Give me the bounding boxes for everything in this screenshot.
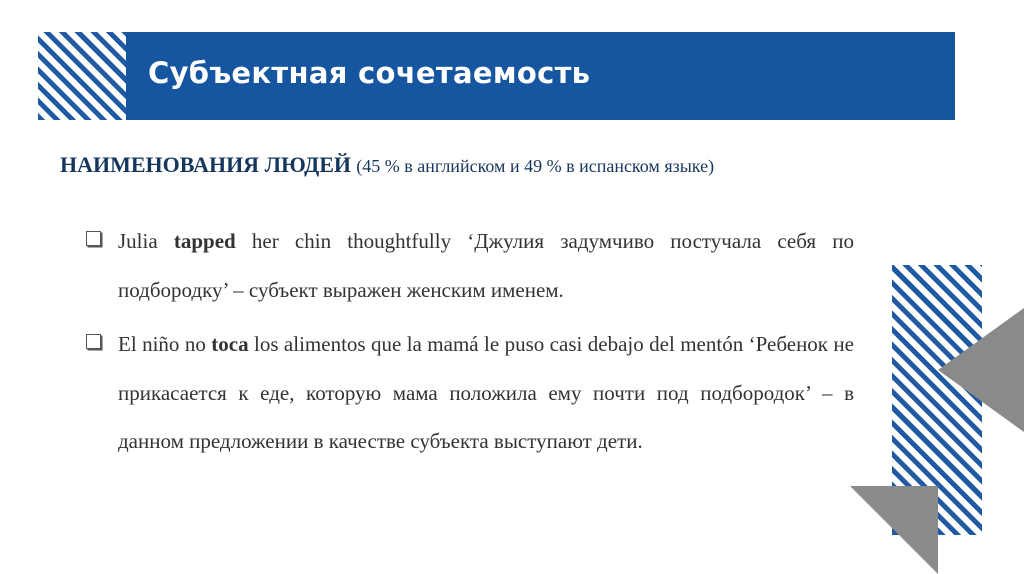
bullet-item-1	[118, 217, 854, 314]
bullet-text-after: los alimentos que la mamá le puso casi debajo del mentón ‘Ребенок не прикасается к еде, которую мама положила ему почти под подбородок’ – в данном предложении в качестве субъекта выступают дети.	[118, 332, 854, 453]
bullet-item-2	[118, 320, 854, 466]
section-heading	[60, 152, 860, 178]
heading-text: НАИМЕНОВАНИЯ ЛЮДЕЙ	[60, 152, 351, 177]
decorative-stripes-top	[38, 32, 126, 120]
bullet-text-before: Julia	[118, 229, 174, 253]
checkbox-bullet-icon	[86, 231, 101, 246]
slide-title: Субъектная сочетаемость	[148, 56, 591, 90]
bullet-text-after: her chin thoughtfully ‘Джулия задумчиво постучала себя по подбородку’ – субъект выражен женским именем.	[118, 229, 854, 302]
bullet-verb: toca	[211, 332, 249, 356]
heading-note: (45 % в английском и 49 % в испанском языке)	[356, 156, 715, 176]
decorative-triangle-bottom	[850, 486, 938, 574]
decorative-triangle-right	[938, 308, 1024, 432]
checkbox-bullet-icon	[86, 334, 101, 349]
title-bar	[126, 32, 955, 120]
bullet-verb: tapped	[173, 229, 236, 253]
bullet-text-before: El niño no	[118, 332, 212, 356]
